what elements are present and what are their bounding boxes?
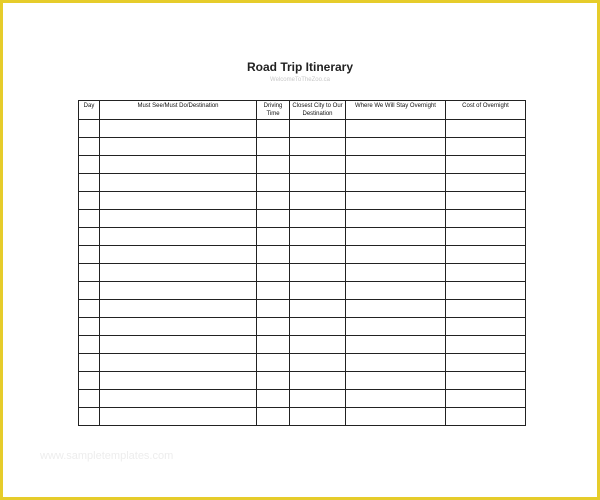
- table-cell: [346, 192, 446, 210]
- table-cell: [100, 354, 257, 372]
- table-cell: [446, 174, 526, 192]
- table-cell: [346, 156, 446, 174]
- table-cell: [446, 228, 526, 246]
- table-cell: [257, 408, 290, 426]
- table-cell: [79, 174, 100, 192]
- table-cell: [290, 156, 346, 174]
- table-row: [79, 372, 526, 390]
- table-cell: [257, 336, 290, 354]
- table-cell: [100, 300, 257, 318]
- table-cell: [290, 138, 346, 156]
- table-row: [79, 354, 526, 372]
- column-header-closest-city: Closest City to Our Destination: [290, 101, 346, 120]
- table-cell: [100, 282, 257, 300]
- table-cell: [79, 318, 100, 336]
- table-cell: [290, 372, 346, 390]
- itinerary-table: [78, 100, 526, 426]
- table-cell: [100, 156, 257, 174]
- table-cell: [257, 174, 290, 192]
- table-cell: [100, 228, 257, 246]
- table-cell: [346, 120, 446, 138]
- table-cell: [79, 228, 100, 246]
- table-row: [79, 174, 526, 192]
- table-cell: [446, 336, 526, 354]
- table-cell: [346, 372, 446, 390]
- table-cell: [290, 246, 346, 264]
- watermark-text: www.sampletemplates.com: [40, 450, 174, 462]
- table-cell: [346, 174, 446, 192]
- table-cell: [79, 264, 100, 282]
- table-cell: [346, 210, 446, 228]
- table-cell: [446, 120, 526, 138]
- table-cell: [100, 174, 257, 192]
- table-cell: [257, 300, 290, 318]
- table-cell: [446, 408, 526, 426]
- table-cell: [257, 138, 290, 156]
- table-cell: [346, 264, 446, 282]
- table-cell: [100, 210, 257, 228]
- table-row: [79, 336, 526, 354]
- table-cell: [100, 264, 257, 282]
- table-cell: [257, 228, 290, 246]
- table-cell: [446, 318, 526, 336]
- table-cell: [79, 192, 100, 210]
- table-cell: [290, 300, 346, 318]
- table-cell: [79, 354, 100, 372]
- table-cell: [257, 246, 290, 264]
- table-cell: [100, 138, 257, 156]
- column-header-overnight-stay: Where We Will Stay Overnight: [346, 101, 446, 120]
- table-cell: [346, 228, 446, 246]
- table-cell: [346, 390, 446, 408]
- table-row: [79, 228, 526, 246]
- table-row: [79, 282, 526, 300]
- table-cell: [79, 246, 100, 264]
- table-cell: [257, 390, 290, 408]
- table-row: [79, 390, 526, 408]
- table-cell: [79, 156, 100, 174]
- table-cell: [346, 318, 446, 336]
- table-cell: [257, 120, 290, 138]
- table-cell: [446, 264, 526, 282]
- table-cell: [79, 120, 100, 138]
- table-cell: [79, 282, 100, 300]
- table-cell: [446, 156, 526, 174]
- table-cell: [446, 300, 526, 318]
- table-cell: [446, 192, 526, 210]
- table-cell: [79, 390, 100, 408]
- table-cell: [100, 336, 257, 354]
- table-header: [79, 101, 526, 120]
- table-cell: [257, 156, 290, 174]
- table-cell: [446, 390, 526, 408]
- table-cell: [257, 282, 290, 300]
- table-cell: [346, 138, 446, 156]
- table-cell: [346, 336, 446, 354]
- table-cell: [100, 318, 257, 336]
- table-row: [79, 156, 526, 174]
- table-cell: [290, 192, 346, 210]
- table-cell: [79, 408, 100, 426]
- table-cell: [290, 336, 346, 354]
- table-row: [79, 300, 526, 318]
- table-cell: [257, 192, 290, 210]
- table-cell: [290, 210, 346, 228]
- table-cell: [290, 228, 346, 246]
- table-cell: [446, 138, 526, 156]
- table-row: [79, 192, 526, 210]
- table-cell: [346, 300, 446, 318]
- header-row: [79, 101, 526, 120]
- table-cell: [257, 264, 290, 282]
- table-cell: [290, 282, 346, 300]
- table-cell: [79, 210, 100, 228]
- table-row: [79, 246, 526, 264]
- table-row: [79, 318, 526, 336]
- column-header-overnight-cost: Cost of Overnight: [446, 101, 526, 120]
- table-cell: [79, 372, 100, 390]
- table-cell: [100, 408, 257, 426]
- table-cell: [257, 372, 290, 390]
- table-cell: [100, 120, 257, 138]
- table-cell: [446, 246, 526, 264]
- table-cell: [446, 210, 526, 228]
- table-cell: [100, 246, 257, 264]
- table-row: [79, 408, 526, 426]
- table-body: [79, 120, 526, 426]
- table-cell: [446, 282, 526, 300]
- column-header-driving-time: Driving Time: [257, 101, 290, 120]
- table-cell: [257, 318, 290, 336]
- table-cell: [257, 210, 290, 228]
- document-subtitle: WelcomeToTheZoo.ca: [270, 77, 330, 83]
- document-title: Road Trip Itinerary: [246, 60, 354, 74]
- table-cell: [257, 354, 290, 372]
- table-cell: [290, 174, 346, 192]
- table-cell: [100, 192, 257, 210]
- table-cell: [346, 282, 446, 300]
- table-cell: [446, 372, 526, 390]
- table-cell: [290, 318, 346, 336]
- table-row: [79, 138, 526, 156]
- table-cell: [290, 354, 346, 372]
- column-header-destination: Must See/Must Do/Destination: [100, 101, 257, 120]
- table-cell: [100, 390, 257, 408]
- table-row: [79, 210, 526, 228]
- table-cell: [100, 372, 257, 390]
- column-header-day: Day: [79, 101, 100, 120]
- table-cell: [79, 336, 100, 354]
- table-cell: [446, 354, 526, 372]
- table-cell: [290, 264, 346, 282]
- table-cell: [79, 300, 100, 318]
- table-cell: [79, 138, 100, 156]
- table-cell: [346, 246, 446, 264]
- table-cell: [346, 354, 446, 372]
- table-cell: [346, 408, 446, 426]
- table-cell: [290, 120, 346, 138]
- table-row: [79, 264, 526, 282]
- table-cell: [290, 390, 346, 408]
- table-cell: [290, 408, 346, 426]
- table-row: [79, 120, 526, 138]
